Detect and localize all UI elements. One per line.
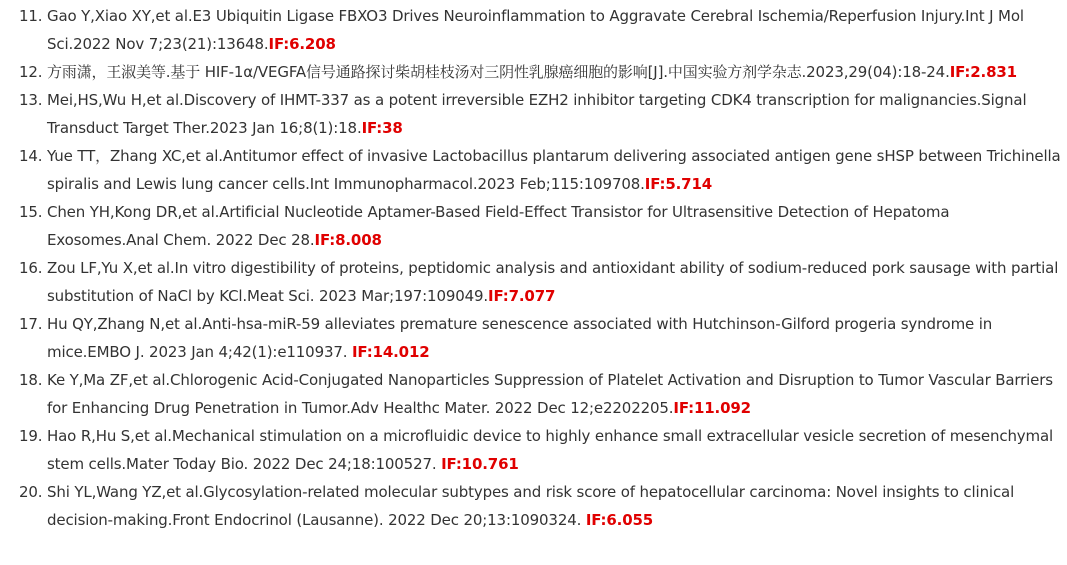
reference-citation: Shi YL,Wang YZ,et al.Glycosylation-related molecular subtypes and risk score of hepatocellular carcinoma: Novel insights to clinical decision-making.Front Endocrinol (Lausanne). 2022 Dec 20;13:1090324. xyxy=(47,483,1015,529)
reference-item-18 xyxy=(0,366,1067,422)
reference-number: 15. xyxy=(19,203,43,221)
reference-number: 12. xyxy=(19,63,43,81)
impact-factor: IF:14.012 xyxy=(352,343,430,361)
impact-factor: IF:2.831 xyxy=(949,63,1017,81)
reference-number: 16. xyxy=(19,259,43,277)
reference-citation: Zou LF,Yu X,et al.In vitro digestibility of proteins, peptidomic analysis and antioxidant ability of sodium-reduced pork sausage with partial substitution of NaCl by KCl.Meat Sci. 2023 Mar;197:109049. xyxy=(47,259,1059,305)
impact-factor: IF:38 xyxy=(361,119,403,137)
reference-number: 20. xyxy=(19,483,43,501)
reference-citation: 方雨潇，王淑美等.基于 HIF-1α/VEGFA信号通路探讨柴胡桂枝汤对三阴性乳腺癌细胞的影响[J].中国实验方剂学杂志.2023,29(04):18-24. xyxy=(47,63,950,81)
impact-factor: IF:6.055 xyxy=(585,511,654,529)
reference-number: 14. xyxy=(19,147,43,165)
reference-item-20 xyxy=(0,478,1067,534)
impact-factor: IF:11.092 xyxy=(673,399,751,417)
reference-number: 11. xyxy=(19,7,43,25)
reference-number: 17. xyxy=(19,315,43,333)
reference-citation: Hao R,Hu S,et al.Mechanical stimulation on a microfluidic device to highly enhance small extracellular vesicle secretion of mesenchymal stem cells.Mater Today Bio. 2022 Dec 24;18:100527. xyxy=(47,427,1054,473)
impact-factor: IF:5.714 xyxy=(644,175,713,193)
reference-item-11 xyxy=(0,2,1067,58)
reference-item-15 xyxy=(0,198,1067,254)
reference-citation: Mei,HS,Wu H,et al.Discovery of IHMT-337 as a potent irreversible EZH2 inhibitor targeting CDK4 transcription for malignancies.Signal Transduct Target Ther.2023 Jan 16;8(1):18. xyxy=(47,91,1027,137)
reference-item-19 xyxy=(0,422,1067,478)
reference-item-13 xyxy=(0,86,1067,142)
reference-number: 18. xyxy=(19,371,43,389)
reference-item-17 xyxy=(0,310,1067,366)
impact-factor: IF:10.761 xyxy=(441,455,519,473)
impact-factor: IF:8.008 xyxy=(314,231,382,249)
reference-citation: Ke Y,Ma ZF,et al.Chlorogenic Acid-Conjugated Nanoparticles Suppression of Platelet Activation and Disruption to Tumor Vascular Barriers for Enhancing Drug Penetration in Tumor.Adv Healthc Mater. 2022 Dec 12;e2202205. xyxy=(47,371,1053,417)
reference-citation: Hu QY,Zhang N,et al.Anti-hsa-miR-59 alleviates premature senescence associated with Hutchinson-Gilford progeria syndrome in mice.EMBO J. 2023 Jan 4;42(1):e110937. xyxy=(47,315,993,361)
impact-factor: IF:6.208 xyxy=(268,35,336,53)
reference-item-12 xyxy=(0,58,1067,86)
reference-item-14 xyxy=(0,142,1067,198)
reference-list xyxy=(0,2,1067,534)
reference-citation: Gao Y,Xiao XY,et al.E3 Ubiquitin Ligase FBXO3 Drives Neuroinflammation to Aggravate Cerebral Ischemia/Reperfusion Injury.Int J Mol Sci.2022 Nov 7;23(21):13648. xyxy=(47,7,1024,53)
reference-number: 19. xyxy=(19,427,43,445)
reference-item-16 xyxy=(0,254,1067,310)
impact-factor: IF:7.077 xyxy=(488,287,556,305)
reference-number: 13. xyxy=(19,91,43,109)
reference-citation: Chen YH,Kong DR,et al.Artificial Nucleotide Aptamer-Based Field-Effect Transistor for Ultrasensitive Detection of Hepatoma Exosomes.Anal Chem. 2022 Dec 28. xyxy=(47,203,950,249)
reference-citation: Yue TT，Zhang XC,et al.Antitumor effect of invasive Lactobacillus plantarum delivering associated antigen gene sHSP between Trichinella spiralis and Lewis lung cancer cells.Int Immunopharmacol.2023 Feb;115:109708. xyxy=(47,147,1061,193)
